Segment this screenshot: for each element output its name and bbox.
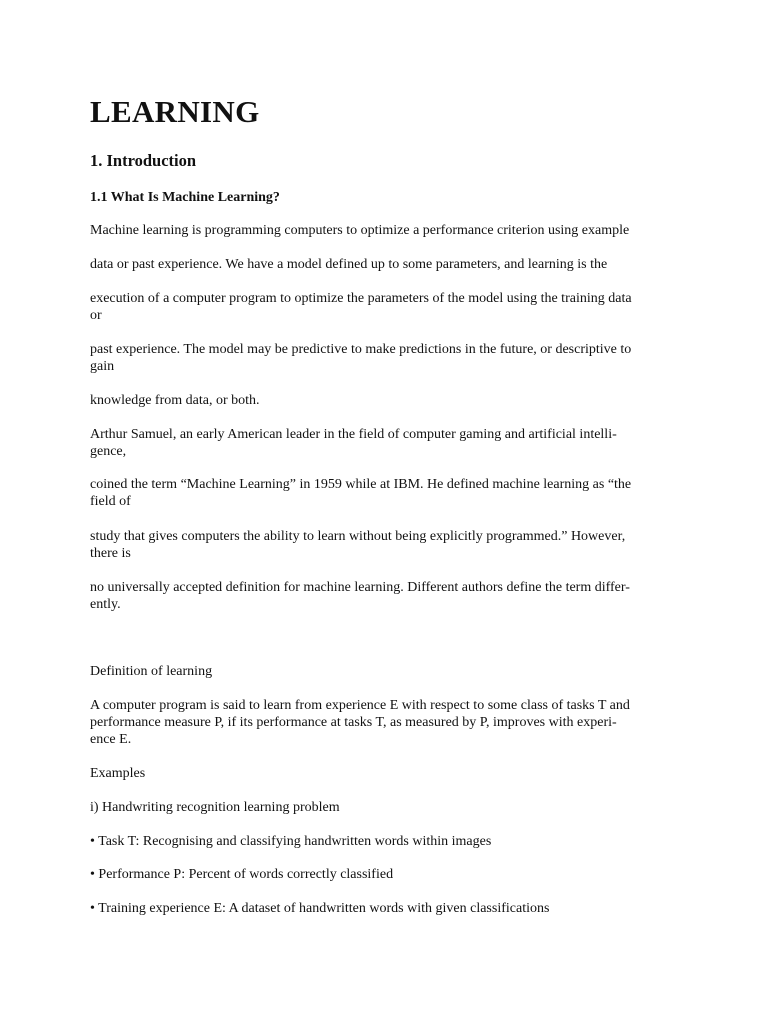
paragraph-line: no universally accepted definition for machine learning. Different authors define the term differ- <box>90 580 630 595</box>
paragraph-line-wrapped <box>90 341 680 375</box>
subsection-heading: 1.1 What Is Machine Learning? <box>90 190 280 205</box>
paragraph-line: ently. <box>90 597 121 612</box>
bullet-item: • Performance P: Percent of words correctly classified <box>90 867 394 882</box>
paragraph-line-wrapped <box>90 476 680 510</box>
paragraph-line: study that gives computers the ability to learn without being explicitly programmed.” However, <box>90 529 626 544</box>
document-title: LEARNING <box>90 94 260 129</box>
paragraph-line-wrapped <box>90 426 680 460</box>
example-title: i) Handwriting recognition learning problem <box>90 800 340 815</box>
paragraph-line-wrapped <box>90 579 680 613</box>
paragraph-line: gain <box>90 359 115 374</box>
definition-line: A computer program is said to learn from experience E with respect to some class of tasks T and <box>90 698 630 713</box>
paragraph-line: or <box>90 308 102 323</box>
paragraph-line: gence, <box>90 444 127 459</box>
definition-line: performance measure P, if its performance at tasks T, as measured by P, improves with experi- <box>90 715 617 730</box>
paragraph-line-wrapped <box>90 528 680 562</box>
bullet-item: • Training experience E: A dataset of handwritten words with given classifications <box>90 901 550 916</box>
section-heading: 1. Introduction <box>90 151 197 170</box>
definition-label: Definition of learning <box>90 664 213 679</box>
paragraph-line: field of <box>90 494 131 509</box>
paragraph-line: Arthur Samuel, an early American leader in the field of computer gaming and artificial intelli- <box>90 427 617 442</box>
definition-paragraph <box>90 697 680 748</box>
paragraph-line: execution of a computer program to optimize the parameters of the model using the training data <box>90 291 632 306</box>
paragraph-line: coined the term “Machine Learning” in 1959 while at IBM. He defined machine learning as “the <box>90 477 632 492</box>
definition-line: ence E. <box>90 732 132 747</box>
bullet-item: • Task T: Recognising and classifying handwritten words within images <box>90 834 492 849</box>
paragraph-line: past experience. The model may be predictive to make predictions in the future, or descriptive to <box>90 342 632 357</box>
paragraph-line: knowledge from data, or both. <box>90 393 260 408</box>
paragraph-line-wrapped <box>90 290 680 324</box>
paragraph-line: data or past experience. We have a model defined up to some parameters, and learning is the <box>90 257 608 272</box>
paragraph-line: there is <box>90 546 131 561</box>
examples-label: Examples <box>90 766 146 781</box>
paragraph-line: Machine learning is programming computers to optimize a performance criterion using example <box>90 223 630 238</box>
